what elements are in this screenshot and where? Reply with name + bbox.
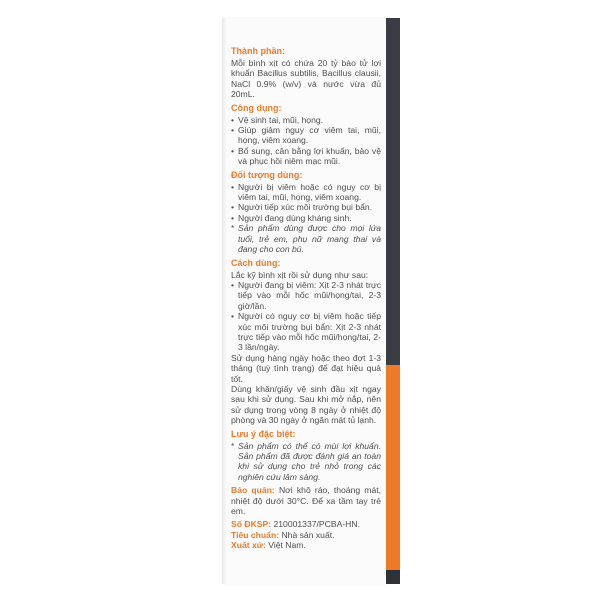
warning-section [231,429,381,483]
users-item: • Người tiếp xúc môi trường bụi bẩn. [231,202,381,212]
users-section [231,170,381,255]
registration-line [231,519,381,529]
users-note: * Sản phẩm dùng được cho mọi lứa tuổi, trẻ em, phụ nữ mang thai và đang cho con bú. [231,223,381,254]
usage-section [231,258,381,426]
box-edge [222,18,226,584]
box-side-bottom [386,570,400,584]
uses-item: • Giúp giảm nguy cơ viêm tai, mũi, họng, viêm xoang. [231,125,381,146]
uses-item: • Bổ sung, cân bằng lợi khuẩn, bảo vệ và phục hồi niêm mạc mũi. [231,146,381,167]
usage-intro: Lắc kỹ bình xịt rồi sử dụng như sau: [231,269,369,280]
composition-heading: Thành phần: [231,46,285,56]
usage-duration-text: Sử dụng hàng ngày hoặc theo đợt 1-3 tháng (tuỳ tình trạng) để đạt hiệu quả tốt. [231,352,381,384]
origin-text: Việt Nam. [265,540,306,551]
usage-item: • Người có nguy cơ bị viêm hoặc tiếp xúc môi trường bụi bẩn: Xịt 2-3 nhát trực tiếp vào mỗi hốc mũi/họng/tai, 2-3 lần/ngày. [231,311,381,353]
standard-line [231,530,381,540]
box-side-orange-stripe [386,365,400,570]
usage-item: • Người đang bị viêm: Xịt 2-3 nhát trực tiếp vào mỗi hốc mũi/họng/tai, 2-3 giờ/lần. [231,280,381,311]
users-item: • Người đang dùng kháng sinh. [231,213,381,223]
uses-heading: Công dụng: [231,102,282,113]
uses-item: • Vệ sinh tai, mũi, họng. [231,115,381,125]
storage-line [231,485,381,516]
label-text-block [231,46,381,551]
usage-hygiene-text: Dùng khăn/giấy vệ sinh đầu xịt ngay sau khi sử dụng. Sau khi mở nắp, nên sử dụng trong vòng 8 ngày ở nhiệt độ phòng và 30 ngày ở ngăn mát tủ lạnh. [231,383,381,426]
storage-section [231,485,381,516]
users-item: • Người bị viêm hoặc có nguy cơ bị viêm tai, mũi, họng, viêm xoang. [231,182,381,203]
storage-label: Bảo quản: [231,485,275,496]
warning-note: * Sản phẩm có thể có mùi lợi khuẩn. Sản phẩm đã được đánh giá an toàn khi sử dụng cho trẻ nhỏ trong các nghiên cứu lâm sàng. [231,441,381,483]
origin-label: Xuất xứ: [231,540,266,551]
standard-label: Tiêu chuẩn: [231,529,280,540]
usage-heading: Cách dùng: [231,257,281,268]
warning-heading: Lưu ý đặc biệt: [231,428,296,439]
standard-text: Nhà sản xuất. [279,529,335,540]
registration-text: 210001337/PCBA-HN. [271,519,360,530]
storage-text: Nơi khô ráo, thoáng mát, nhiệt độ dưới 30°C. Để xa tầm tay trẻ em. [231,485,382,517]
composition-section [231,46,381,100]
uses-section [231,103,381,167]
registration-label: Số ĐKSP: [231,519,272,530]
composition-text: Mỗi bình xịt có chứa 20 tỷ bào tử lợi khuẩn Bacillus subtilis, Bacillus clausii, NaCl 0.9% (w/v) và nước vừa đủ 20mL. [231,58,381,100]
origin-line [231,540,381,550]
users-heading: Đối tượng dùng: [231,169,303,180]
